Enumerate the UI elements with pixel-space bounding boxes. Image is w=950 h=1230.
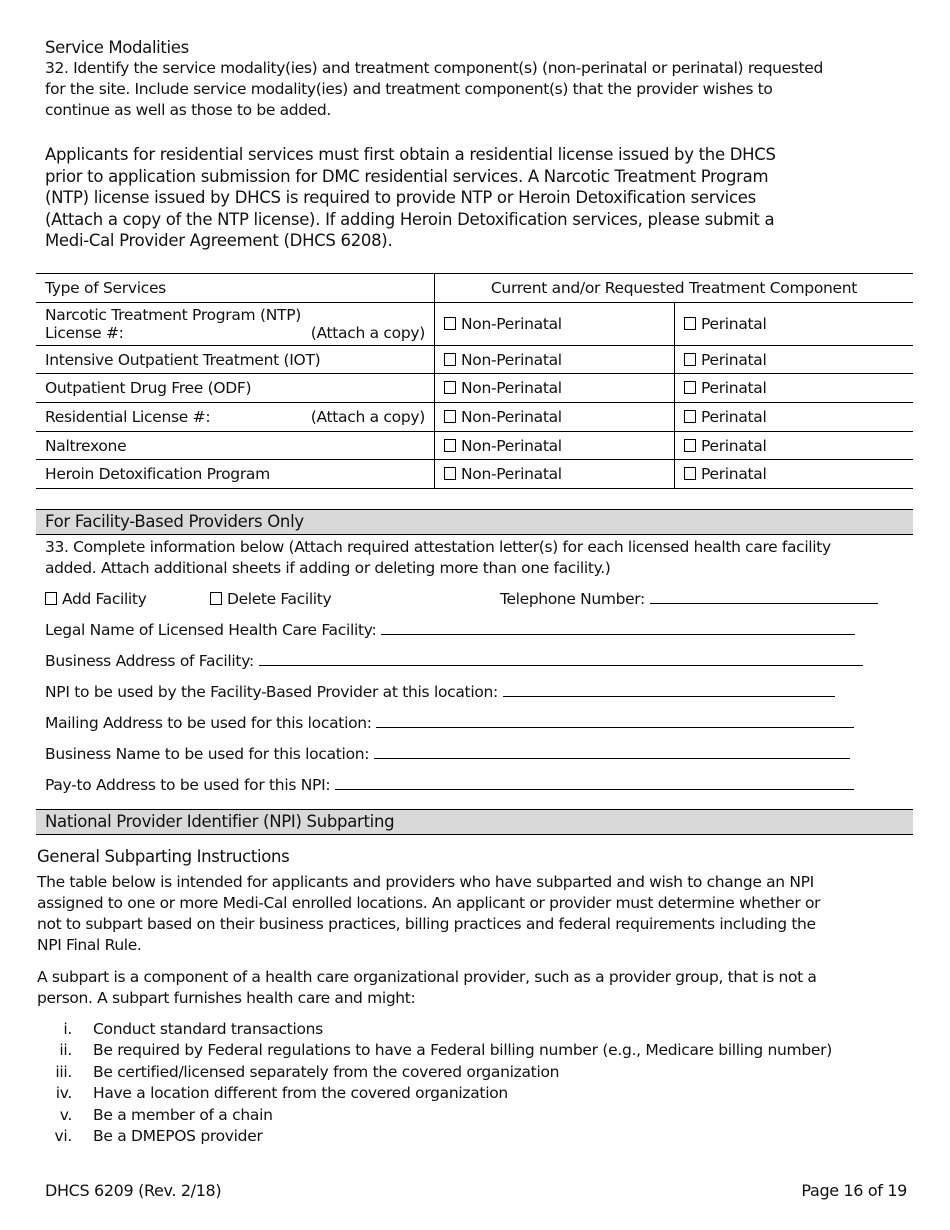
list-item <box>36 1062 832 1083</box>
non-perinatal-option[interactable] <box>435 374 675 403</box>
license-label: License #: <box>45 323 124 342</box>
option-label: Non-Perinatal <box>461 350 562 369</box>
paragraph-line: NPI Final Rule. <box>37 936 142 954</box>
table-row <box>36 403 913 432</box>
business-name-field <box>45 744 850 763</box>
telephone-field <box>500 589 878 610</box>
mailing-address-field <box>45 713 854 732</box>
list-number: iv. <box>55 1084 72 1103</box>
intro-line: 33. Complete information below (Attach required attestation letter(s) for each licensed health care facility <box>45 538 831 556</box>
service-cell <box>36 403 435 432</box>
paragraph-line: A subpart is a component of a health care organizational provider, such as a provider group, that is not a <box>37 968 817 986</box>
paragraph-line: assigned to one or more Medi-Cal enrolled locations. An applicant or provider must determine whether or <box>37 894 821 912</box>
facility-based-band: For Facility-Based Providers Only <box>36 509 913 535</box>
list-item <box>36 1126 832 1147</box>
service-modalities-table <box>36 273 913 489</box>
legal-name-field <box>45 620 855 639</box>
perinatal-checkbox[interactable] <box>684 410 696 423</box>
non-perinatal-checkbox[interactable] <box>444 381 456 394</box>
subparting-paragraph-1 <box>37 872 820 956</box>
perinatal-option[interactable] <box>675 302 914 345</box>
notice-line: prior to application submission for DMC residential services. A Narcotic Treatment Program <box>45 166 769 186</box>
option-label: Perinatal <box>701 407 767 426</box>
field-label: NPI to be used by the Facility-Based Provider at this location: <box>45 683 498 701</box>
service-name: Residential License #: <box>45 407 211 426</box>
header-type-of-services: Type of Services <box>36 274 435 303</box>
page-number: Page 16 of 19 <box>801 1181 907 1200</box>
intro-line: added. Attach additional sheets if adding or deleting more than one facility.) <box>45 559 611 577</box>
option-label: Non-Perinatal <box>461 436 562 455</box>
list-number: ii. <box>59 1041 72 1060</box>
table-row <box>36 431 913 460</box>
non-perinatal-option[interactable] <box>435 460 675 489</box>
service-name: Heroin Detoxification Program <box>36 460 435 489</box>
option-label: Perinatal <box>701 379 767 398</box>
list-number: i. <box>63 1020 72 1038</box>
paragraph-line: person. A subpart furnishes health care and might: <box>37 989 416 1007</box>
non-perinatal-option[interactable] <box>435 431 675 460</box>
telephone-label: Telephone Number: <box>500 590 645 608</box>
perinatal-checkbox[interactable] <box>684 439 696 452</box>
section-32-intro <box>45 58 823 121</box>
service-name: Naltrexone <box>36 431 435 460</box>
business-name-input[interactable] <box>374 744 850 759</box>
npi-input[interactable] <box>503 682 835 697</box>
table-row <box>36 460 913 489</box>
subparting-paragraph-2 <box>37 967 817 1009</box>
table-row <box>36 345 913 374</box>
field-label: Legal Name of Licensed Health Care Facility: <box>45 621 377 639</box>
residential-notice <box>45 144 776 252</box>
table-row <box>36 302 913 345</box>
list-text: Be a member of a chain <box>93 1105 273 1124</box>
non-perinatal-checkbox[interactable] <box>444 353 456 366</box>
add-facility-checkbox[interactable] <box>45 592 57 605</box>
perinatal-checkbox[interactable] <box>684 317 696 330</box>
form-id: DHCS 6209 (Rev. 2/18) <box>45 1181 222 1200</box>
intro-line: for the site. Include service modality(ies) and treatment component(s) that the provider wishes to <box>45 80 773 98</box>
business-address-input[interactable] <box>259 651 863 666</box>
telephone-input[interactable] <box>650 589 878 604</box>
table-row <box>36 374 913 403</box>
npi-field <box>45 682 835 701</box>
attach-note: (Attach a copy) <box>310 407 425 426</box>
list-item <box>36 1083 832 1104</box>
service-name: Narcotic Treatment Program (NTP) <box>45 305 301 324</box>
list-text: Be a DMEPOS provider <box>93 1127 263 1146</box>
intro-line: 32. Identify the service modality(ies) and treatment component(s) (non-perinatal or perinatal) requested <box>45 59 823 77</box>
perinatal-option[interactable] <box>675 460 914 489</box>
list-number: v. <box>59 1105 72 1124</box>
option-label: Perinatal <box>701 350 767 369</box>
delete-facility-option[interactable] <box>210 589 331 610</box>
legal-name-input[interactable] <box>381 620 855 635</box>
option-label: Non-Perinatal <box>461 379 562 398</box>
perinatal-checkbox[interactable] <box>684 381 696 394</box>
non-perinatal-checkbox[interactable] <box>444 410 456 423</box>
perinatal-option[interactable] <box>675 403 914 432</box>
list-item <box>36 1019 832 1040</box>
perinatal-option[interactable] <box>675 431 914 460</box>
attach-note: (Attach a copy) <box>310 323 425 342</box>
npi-subparting-band: National Provider Identifier (NPI) Subparting <box>36 809 913 835</box>
notice-line: Applicants for residential services must first obtain a residential license issued by the DHCS <box>45 145 776 164</box>
non-perinatal-option[interactable] <box>435 345 675 374</box>
intro-line: continue as well as those to be added. <box>45 101 331 119</box>
notice-line: (Attach a copy of the NTP license). If adding Heroin Detoxification services, please submit a <box>45 209 775 229</box>
non-perinatal-checkbox[interactable] <box>444 467 456 480</box>
non-perinatal-checkbox[interactable] <box>444 317 456 330</box>
header-treatment-component: Current and/or Requested Treatment Component <box>435 274 914 303</box>
business-address-field <box>45 651 863 670</box>
non-perinatal-option[interactable] <box>435 302 675 345</box>
perinatal-option[interactable] <box>675 374 914 403</box>
field-label: Business Name to be used for this location: <box>45 745 370 763</box>
non-perinatal-option[interactable] <box>435 403 675 432</box>
subparting-subheading: General Subparting Instructions <box>37 847 290 866</box>
field-label: Pay-to Address to be used for this NPI: <box>45 776 331 794</box>
list-text: Be certified/licensed separately from the covered organization <box>93 1062 560 1081</box>
list-text: Be required by Federal regulations to have a Federal billing number (e.g., Medicare billing number) <box>93 1041 832 1060</box>
subpart-criteria-list <box>36 1019 832 1147</box>
option-label: Perinatal <box>701 465 767 484</box>
mailing-address-input[interactable] <box>376 713 854 728</box>
delete-facility-checkbox[interactable] <box>210 592 222 605</box>
option-label: Non-Perinatal <box>461 314 562 333</box>
field-label: Business Address of Facility: <box>45 652 254 670</box>
section-heading: Service Modalities <box>45 38 189 57</box>
perinatal-checkbox[interactable] <box>684 467 696 480</box>
list-number: vi. <box>54 1127 72 1146</box>
paragraph-line: The table below is intended for applicants and providers who have subparted and wish to change an NPI <box>37 873 814 891</box>
service-name: Intensive Outpatient Treatment (IOT) <box>36 345 435 374</box>
pay-to-address-field <box>45 775 854 794</box>
perinatal-checkbox[interactable] <box>684 353 696 366</box>
add-facility-option[interactable] <box>45 589 146 610</box>
table-header-row <box>36 274 913 303</box>
delete-facility-label: Delete Facility <box>227 590 332 608</box>
non-perinatal-checkbox[interactable] <box>444 439 456 452</box>
add-facility-label: Add Facility <box>62 590 147 608</box>
field-label: Mailing Address to be used for this location: <box>45 714 372 732</box>
perinatal-option[interactable] <box>675 345 914 374</box>
list-item <box>36 1105 832 1126</box>
option-label: Non-Perinatal <box>461 407 562 426</box>
list-text: Conduct standard transactions <box>93 1020 323 1038</box>
section-33-intro <box>45 537 831 579</box>
list-number: iii. <box>55 1062 72 1081</box>
pay-to-address-input[interactable] <box>335 775 854 790</box>
notice-line: Medi-Cal Provider Agreement (DHCS 6208). <box>45 231 393 250</box>
service-name: Outpatient Drug Free (ODF) <box>36 374 435 403</box>
list-item <box>36 1040 832 1061</box>
paragraph-line: not to subpart based on their business practices, billing practices and federal requirements including the <box>37 915 816 933</box>
option-label: Perinatal <box>701 436 767 455</box>
service-cell <box>36 302 435 345</box>
option-label: Perinatal <box>701 314 767 333</box>
notice-line: (NTP) license issued by DHCS is required to provide NTP or Heroin Detoxification services <box>45 188 756 207</box>
option-label: Non-Perinatal <box>461 465 562 484</box>
list-text: Have a location different from the covered organization <box>93 1084 508 1103</box>
